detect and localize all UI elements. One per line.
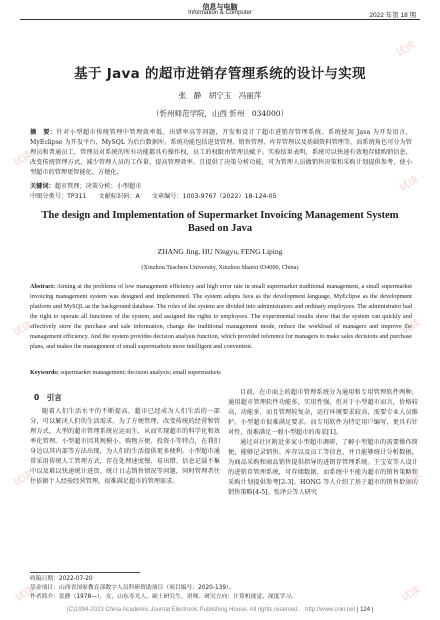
- keywords-cn: [30, 181, 412, 190]
- article-title-en: The design and Implementation of Supermarket Invoicing Management System Based on Java: [41, 210, 399, 234]
- abstract-en-text: Aiming at the problems of low management efficiency and high error rate in small supermarket traditional management, a small supermarket invoicing management system was designed and implemented. The system adopts Java as the development language, MyEclipse as the development platform and MySQL as the background database. The roles of the system are divided into administrators and ordinary employees. The administrator had the right to operate all functions of the system, and assigned the rights to employees. The experimental results show that the system can quickly and effectively store the purchase and sale information, change the traditional management mode, reduce the workload of managers and improve the management efficiency. And the system provides decision analysis function, which provided reference for managers to make sales decisions and purchase plans, and makes the management of small supermarkets more intelligent and convenient.: [30, 283, 412, 350]
- watermark: 试读: [11, 319, 35, 339]
- abstract-cn-label: 摘 要：: [30, 129, 57, 136]
- abstract-en-label: Abstract:: [30, 283, 56, 290]
- authors-cn: 张 静 胡宁玉 冯丽萍: [178, 91, 262, 100]
- watermark: 试读: [394, 39, 418, 59]
- keywords-en-label: Keywords:: [30, 369, 59, 376]
- keywords-cn-text: 超市管理；决策分析；小型超市: [54, 183, 142, 190]
- watermark: 试读: [13, 584, 37, 604]
- copyright-footer: [0, 604, 440, 613]
- watermark: 试读: [399, 469, 423, 489]
- document-code: 文献标识码：A: [98, 193, 140, 200]
- authors-en: ZHANG Jing, HU Ningyu, FENG Liping: [157, 247, 283, 256]
- clc-number: 中图分类号：TP311: [30, 193, 87, 200]
- abstract-cn-text: 针对小型超市传统管理中管理效率低、出错率高等问题，开发和设计了超市进销存管理系统。系统使用 Java 为开发语言，MyEclipse 为开发平台，MySQL 为后台数据库。系统功能包括进货管理、销售管理、库存管理以及基础资料管理等，而系统角色可分为管理员和普通员工，管理员对系统的所有功能都具有操作权，员工的权限由管理员赋予。实验结果表明，系统可以快速有效地存储购销信息，改变传统管理方式，减少管理人员的工作量，提高管理效率。且提供了决策分析功能，可为管理人员做销售决策和采购计划提供参考，使小型超市的管理更智能化、方便化。: [30, 129, 412, 176]
- affiliation-en: (Xinzhou Teachers University, Xinzhou Shanxi 034000, China): [141, 264, 299, 271]
- footnote-fund: 基金项目：山西省国家教育部数字人员科研资助项目（项目编号：2020-139）。: [30, 585, 235, 591]
- body-right-para-2: 通过对社区附近多家小型超市调研，了解小型超市的需要操作简便，能够记录销售、库存以及员工等信息，并且能够统计分析数据，为商品采购和商品销售提供指导的进销存管理系统。王宝安等人设计的进销存管理系统，可存储数据，而系统中不能为超市的销售策略和采购计划提供参考[2-3]。HONG 等人介绍了基于超市的销售数据的销售策略[4-5]。张泽公等人研究: [228, 439, 418, 496]
- journal-name: 信息与电脑: [202, 4, 238, 11]
- header-rule: [20, 19, 420, 20]
- article-title-cn: 基于 Java 的超市进销存管理系统的设计与实现: [74, 66, 366, 82]
- body-right-para-1: 目前，在市面上的超市管理系统分为通用和专用管理软件两种，通用超市管理软件功能多，实用性强，但对于小型超市而言，价格较高，功能多，而且管理较复杂，运行环境要求较高，需要专业人员维护。小型超市很难满足要求。而专用软件为特定用户编写，更具有针对性，很难满足一般小型超市的需求[1]。: [228, 389, 418, 436]
- page-number: | 124 |: [356, 607, 374, 613]
- footnotes: [30, 575, 297, 602]
- watermark: 试读: [11, 149, 35, 169]
- section-heading-intro: 0 引言: [34, 393, 62, 402]
- abstract-cn: [30, 128, 412, 178]
- issue-number: 2022 年第 18 期: [369, 12, 416, 19]
- keywords-cn-label: 关键词：: [30, 183, 55, 190]
- copyright-text: (C)1994-2023 China Academic Journal Electronic Publishing House. All rights reserved. http://www.cnki.net: [66, 607, 356, 613]
- affiliation-cn: （忻州师范学院，山西 忻州 034000）: [151, 109, 288, 118]
- body-right-column: [228, 388, 418, 498]
- footnote-author-bio: 作者简介：张静（1978—），女，山东寿光人，硕士研究生，讲师。研究方向：计算机视觉、深度学习。: [30, 594, 297, 600]
- footnote-received: 收稿日期：2022-07-20: [30, 576, 93, 582]
- keywords-en-text: supermarket management; decision analysis; small supermarkets: [60, 369, 221, 376]
- footnote-rule: [30, 572, 140, 573]
- watermark: 试读: [399, 317, 423, 337]
- body-left-column: 随着人们生活水平的不断提高，超市已经成为人们生活的一部分，可以解决人们的生活需求。为了方便管理，改变传统的经营和管理方式，大型的超市管理系统应运而生，从而实现超市的科学化和效率化管理。小型超市因其规模小、购物方便、投资小等特点，在我们身边以其内部等方法出现，为人们的生活提供更多便利。小型超市通常采用传统人工管理方式，存在处理速度慢、易出错、信息记载不集中以及难以快速统计进货、统计日志销售情况等问题，同时管理者往往依据个人经验经营管理，很难满足超市的管理需求。: [30, 408, 220, 485]
- abstract-en: [30, 282, 412, 352]
- classification-row: [30, 191, 412, 200]
- watermark: 试读: [397, 174, 421, 194]
- keywords-en: [30, 369, 412, 376]
- watermark: 试读: [11, 469, 35, 489]
- journal-subtitle: Information & Computer: [188, 10, 252, 16]
- watermark: 试读: [399, 584, 423, 604]
- article-number: 文章编号：1003-9767（2022）18-124-05: [151, 193, 277, 200]
